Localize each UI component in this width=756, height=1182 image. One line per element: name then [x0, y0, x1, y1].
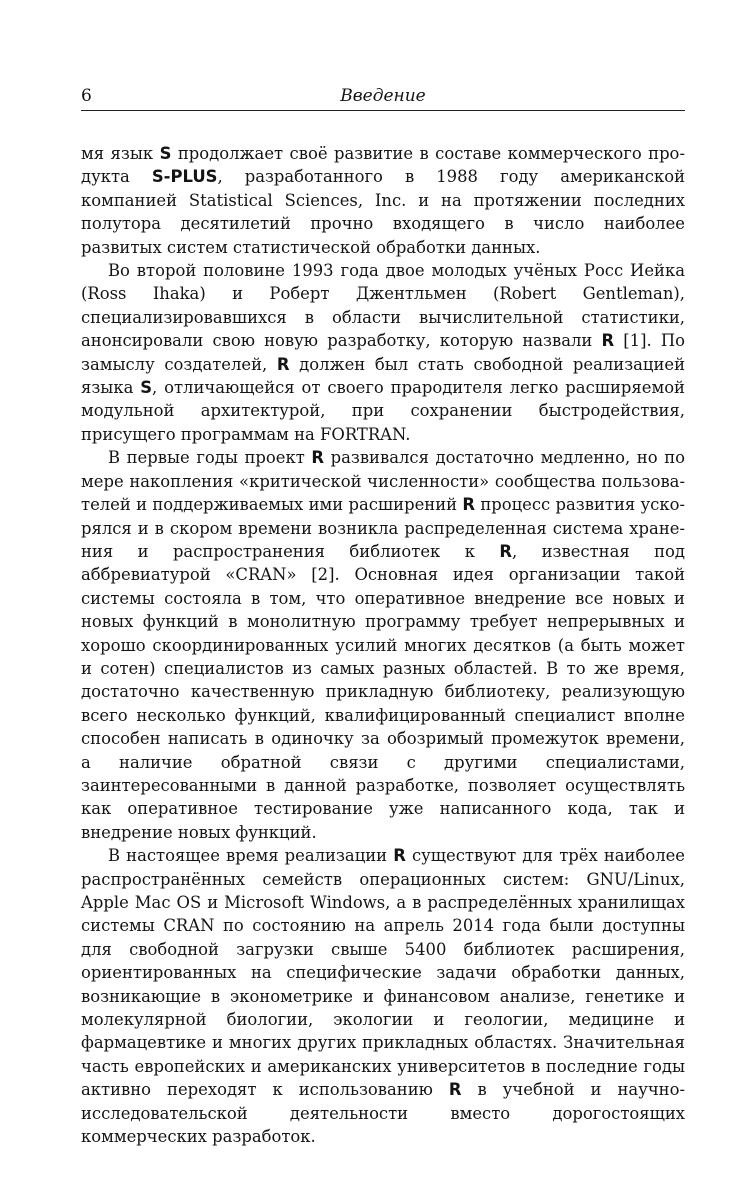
software-name: R — [601, 331, 615, 351]
paragraph-4 — [81, 844, 685, 1148]
text-run: мя язык — [81, 144, 160, 163]
text-run: должен был стать свободной реализацией языка — [81, 354, 685, 398]
paragraph-2 — [81, 259, 685, 446]
page-number: 6 — [81, 86, 92, 106]
text-run: , отличающейся от своего прародителя легко расширяемой модульной архитектурой, при сохранении быстродействия, присущего программам на FORTRAN. — [81, 378, 685, 444]
page-header — [81, 84, 685, 111]
software-name: R — [499, 541, 512, 561]
body-text — [81, 142, 685, 1148]
text-run: , разработанного в 1988 году американской компанией Statistical Sciences, Inc. и на протяжении последних полутора десятилетий прочно входящего в число наиболее развитых систем статистической обработки данных. — [81, 167, 685, 257]
text-run: продолжает своё развитие в составе коммерческого продукта — [81, 144, 685, 187]
text-run: В первые годы проект — [108, 448, 312, 468]
software-name: S — [140, 378, 153, 398]
software-name: R — [448, 1080, 462, 1100]
software-name: S-PLUS — [151, 167, 218, 187]
text-run: , известная под аббревиатурой «CRAN» [2]. Основная идея организации такой системы состояла в том, что оперативное внедрение все новых и новых функций в монолитную программу требует непрерывных и хорошо скоординированных усилий многих десятков (а быть может и сотен) специалистов из самых разных областей. В то же время, достаточно качественную прикладную библиотеку, реализующую всего несколько функций, квалифицированный специалист вполне способен написать в одиночку за обозримый промежуток времени, а наличие обратной связи с другими специалистами, заинтересованными в данной разработке, позволяет осуществлять как оперативное тестирование уже написанного кода, так и внедрение новых функций. — [81, 541, 686, 842]
software-name: R — [311, 448, 325, 468]
text-run: [1]. По замыслу создателей, — [81, 331, 686, 374]
running-title: Введение — [340, 86, 426, 106]
software-name: R — [276, 354, 290, 374]
text-run: процесс развития ускорялся и в скором времени возникла распределенная система хранения и распространения библиотек к — [81, 495, 686, 561]
text-run: в учебной и научно-исследовательской деятельности вместо дорогостоящих коммерческих разработок. — [81, 1080, 685, 1147]
text-run: развивался достаточно медленно, но по мере накопления «критической численности» сообщества пользователей и поддерживаемых ими расширений — [81, 448, 685, 515]
software-name: R — [393, 846, 406, 866]
text-run: существуют для трёх наиболее распространённых семейств операционных систем: GNU/Linux, Apple Mac OS и Microsoft Windows, а в распределённых хранилищах системы CRAN по состоянию на апрель 2014 года были доступны для свободной загрузки свыше 5400 библиотек расширения, ориентированных на специфические задачи обработки данных, возникающие в эконометрике и финансовом анализе, генетике и молекулярной биологии, экологии и геологии, медицине и фармацевтике и многих других прикладных областях. Значительная часть европейских и американских университетов в последние годы активно переходят к использованию — [81, 846, 686, 1100]
text-run: В настоящее время реализации — [108, 846, 394, 866]
software-name: R — [462, 495, 476, 515]
software-name: S — [159, 144, 172, 163]
paragraph-3 — [81, 446, 685, 844]
paragraph-1 — [81, 142, 685, 259]
text-run: Во второй половине 1993 года двое молодых учёных Росс Иейка (Ross Ihaka) и Роберт Джентльмен (Robert Gentleman), специализировавшихся в области вычислительной статистики, анонсировали свою новую разработку, которую назвали — [81, 261, 685, 351]
